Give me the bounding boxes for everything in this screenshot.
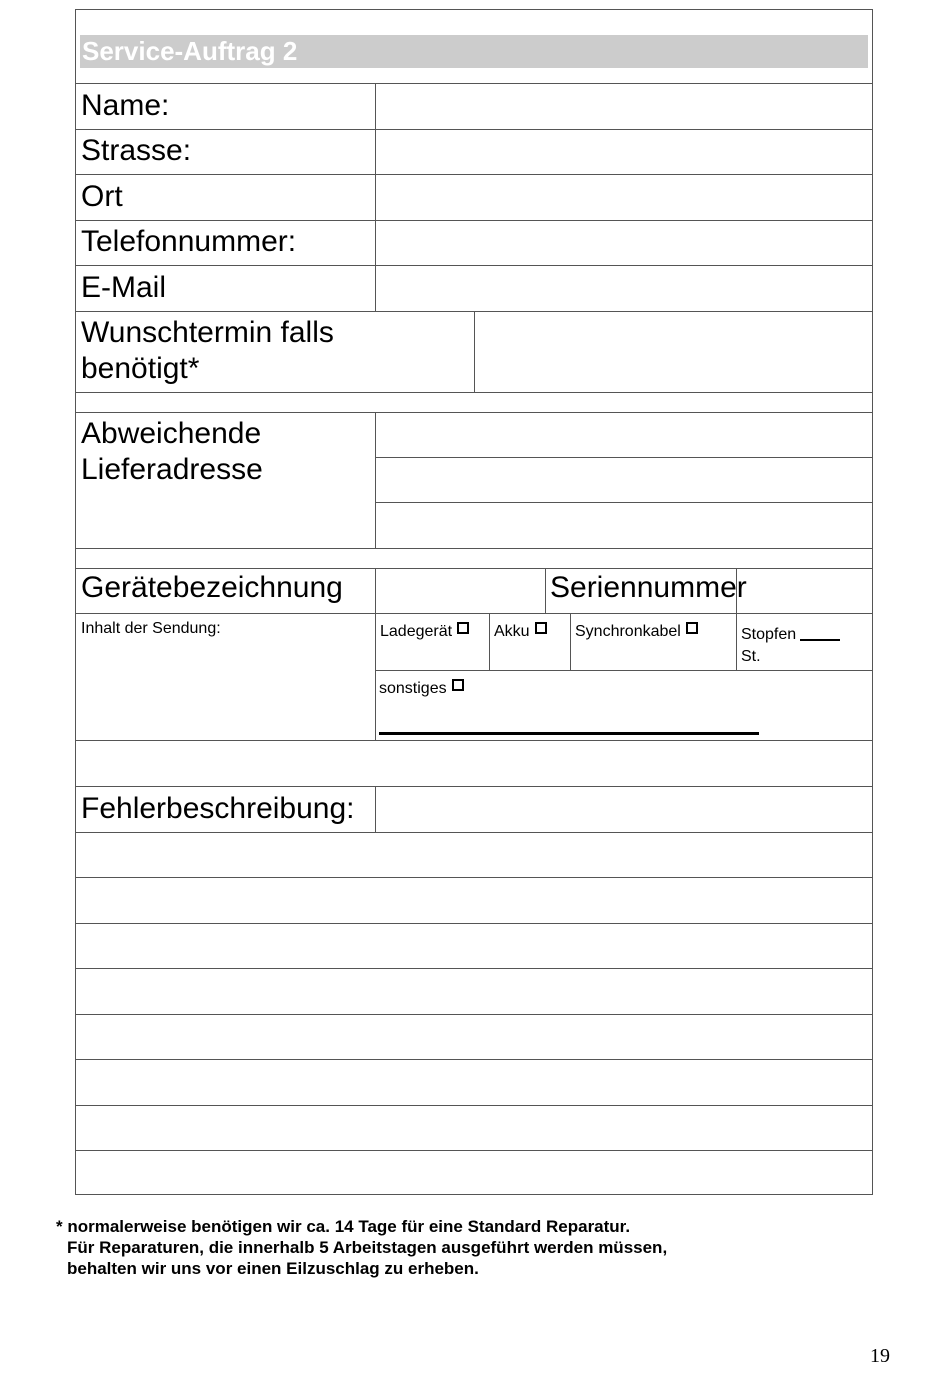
fehler-textarea[interactable] bbox=[76, 833, 872, 1150]
ladegeraet-option[interactable] bbox=[380, 621, 469, 642]
divider bbox=[489, 613, 490, 670]
fehler-field[interactable] bbox=[376, 787, 872, 832]
wunschtermin-label-line2: benötigt* bbox=[81, 352, 200, 385]
footnote-line-1: * normalerweise benötigen wir ca. 14 Tage für eine Standard Reparatur. bbox=[56, 1217, 631, 1236]
ort-field[interactable] bbox=[376, 175, 872, 220]
stopfen-unit: St. bbox=[741, 648, 761, 665]
service-order-form bbox=[75, 9, 873, 1195]
akku-label: Akku bbox=[494, 623, 530, 640]
stopfen-count-field[interactable] bbox=[800, 639, 840, 641]
divider bbox=[545, 568, 546, 613]
sonstiges-line-field[interactable] bbox=[379, 732, 759, 735]
sonstiges-label: sonstiges bbox=[379, 680, 447, 697]
telefon-label: Telefonnummer: bbox=[81, 225, 297, 258]
ort-label: Ort bbox=[81, 180, 123, 213]
lieferadresse-label-line1: Abweichende bbox=[81, 417, 262, 450]
divider bbox=[76, 613, 872, 614]
email-field[interactable] bbox=[376, 266, 872, 311]
telefon-field[interactable] bbox=[376, 221, 872, 265]
divider bbox=[375, 670, 872, 671]
lieferadresse-label-line2: Lieferadresse bbox=[81, 453, 263, 486]
page-number: 19 bbox=[870, 1345, 890, 1367]
divider bbox=[76, 392, 872, 393]
stopfen-label: Stopfen bbox=[741, 626, 797, 643]
form-title: Service-Auftrag 2 bbox=[80, 35, 868, 68]
lieferadresse-field-3[interactable] bbox=[376, 503, 872, 548]
name-field[interactable] bbox=[376, 84, 872, 129]
inhalt-label: Inhalt der Sendung: bbox=[81, 620, 221, 637]
seriennummer-label: Seriennummer bbox=[550, 571, 747, 604]
ladegeraet-checkbox[interactable] bbox=[457, 622, 469, 634]
ladegeraet-label: Ladegerät bbox=[380, 623, 453, 640]
divider bbox=[76, 740, 872, 741]
seriennummer-field[interactable] bbox=[737, 569, 872, 613]
fehler-label: Fehlerbeschreibung: bbox=[81, 792, 355, 825]
geraet-label: Gerätebezeichnung bbox=[81, 571, 343, 604]
sonstiges-option[interactable] bbox=[379, 678, 464, 699]
synchronkabel-option[interactable] bbox=[575, 621, 698, 642]
lieferadresse-field-1[interactable] bbox=[376, 413, 872, 457]
geraet-field[interactable] bbox=[376, 569, 545, 613]
wunschtermin-label-line1: Wunschtermin falls bbox=[81, 316, 334, 349]
name-label: Name: bbox=[81, 89, 170, 122]
wunschtermin-field[interactable] bbox=[475, 312, 872, 392]
strasse-label: Strasse: bbox=[81, 134, 192, 167]
synchronkabel-checkbox[interactable] bbox=[686, 622, 698, 634]
strasse-field[interactable] bbox=[376, 130, 872, 174]
stopfen-option[interactable] bbox=[741, 624, 840, 645]
divider bbox=[76, 1150, 872, 1151]
lieferadresse-field-2[interactable] bbox=[376, 458, 872, 502]
footnote-line-2: Für Reparaturen, die innerhalb 5 Arbeitstagen ausgeführt werden müssen, bbox=[67, 1238, 668, 1257]
synchronkabel-label: Synchronkabel bbox=[575, 623, 681, 640]
footnote bbox=[56, 1216, 667, 1279]
divider bbox=[570, 613, 571, 670]
sonstiges-checkbox[interactable] bbox=[452, 679, 464, 691]
footnote-line-3: behalten wir uns vor einen Eilzuschlag zu erheben. bbox=[67, 1259, 479, 1278]
divider bbox=[76, 548, 872, 549]
email-label: E-Mail bbox=[81, 271, 167, 304]
akku-option[interactable] bbox=[494, 621, 547, 642]
akku-checkbox[interactable] bbox=[535, 622, 547, 634]
